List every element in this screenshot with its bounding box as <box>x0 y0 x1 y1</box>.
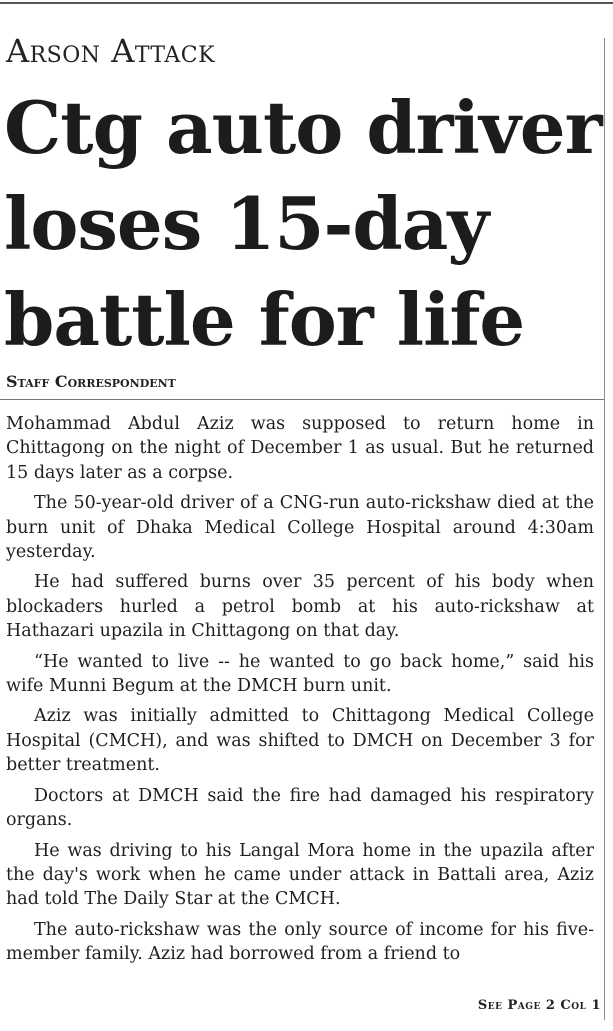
paragraph: The 50-year-old driver of a CNG-run auto-rickshaw died at the burn unit of Dhaka Medical College Hospital around 4:30am yesterday. <box>6 493 594 563</box>
column-rule <box>604 38 605 1020</box>
paragraph: Mohammad Abdul Aziz was supposed to return home in Chittagong on the night of December 1 as usual. But he returned 15 days later as a corpse. <box>6 414 594 483</box>
headline <box>4 80 602 368</box>
paragraph: Aziz was initially admitted to Chittagong Medical College Hospital (CMCH), and was shifted to DMCH on December 3 for better treatment. <box>6 706 594 776</box>
paragraph: The auto-rickshaw was the only source of income for his five-member family. Aziz had borrowed from a friend to <box>6 919 594 965</box>
headline-line: battle for life <box>4 277 525 362</box>
paragraph: Doctors at DMCH said the fire had damaged his respiratory organs. <box>6 785 594 831</box>
byline-rule <box>0 399 604 400</box>
headline-line: loses 15-day <box>4 181 489 266</box>
top-rule <box>0 2 613 4</box>
article-body <box>6 412 594 973</box>
paragraph: “He wanted to live -- he wanted to go back home,” said his wife Munni Begum at the DMCH burn unit. <box>6 651 594 697</box>
continuation-jump[interactable]: See Page 2 Col 1 <box>477 998 601 1013</box>
paragraph: He was driving to his Langal Mora home in the upazila after the day's work when he came under attack in Battali area, Aziz had told The Daily Star at the CMCH. <box>6 840 594 910</box>
kicker: Arson Attack <box>6 32 216 70</box>
headline-line: Ctg auto driver <box>4 85 602 170</box>
paragraph: He had suffered burns over 35 percent of his body when blockaders hurled a petrol bomb at his auto-rickshaw at Hathazari upazila in Chittagong on that day. <box>6 572 594 642</box>
byline: Staff Correspondent <box>6 372 176 391</box>
